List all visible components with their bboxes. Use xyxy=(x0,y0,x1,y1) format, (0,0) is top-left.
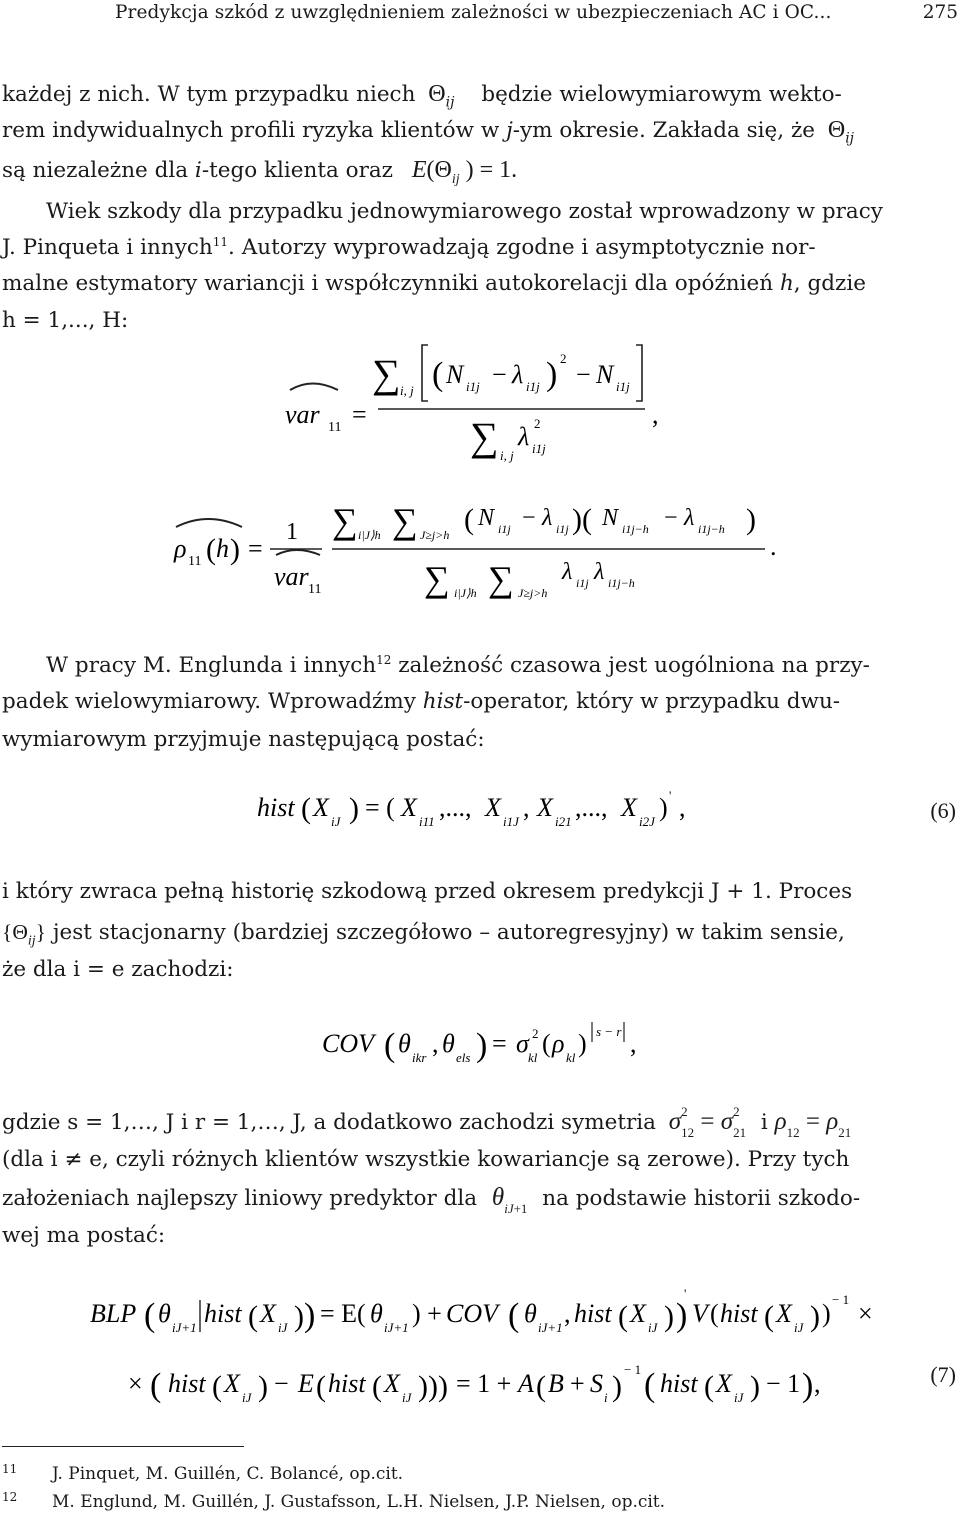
svg-text:×: × xyxy=(128,1369,143,1398)
svg-text:(: ( xyxy=(710,1299,719,1328)
text-line: i który zwraca pełną historię szkodową przed okresem predykcji J + 1. Proces xyxy=(2,879,853,904)
svg-text:i11: i11 xyxy=(419,814,435,829)
svg-text:(: ( xyxy=(144,1297,156,1334)
svg-text:COV: COV xyxy=(322,1029,374,1058)
footnote-ref: 12 xyxy=(376,652,392,667)
svg-text:θ: θ xyxy=(370,1299,383,1328)
svg-text:×: × xyxy=(858,1299,873,1328)
svg-text:BLP: BLP xyxy=(90,1299,137,1328)
svg-text:∑: ∑ xyxy=(332,501,358,541)
svg-text:i|J⟩h: i|J⟩h xyxy=(454,586,477,600)
svg-text:iJ: iJ xyxy=(331,814,341,829)
svg-text:i1j: i1j xyxy=(526,379,540,394)
svg-text:': ' xyxy=(684,1286,687,1301)
svg-text:s − r: s − r xyxy=(596,1024,622,1039)
svg-text:(: ( xyxy=(542,1029,551,1058)
svg-text:,: , xyxy=(679,793,686,822)
svg-text:i21: i21 xyxy=(555,814,572,829)
svg-text:))): ))) xyxy=(418,1370,448,1403)
svg-text:V: V xyxy=(692,1299,708,1328)
svg-text:) +: ) + xyxy=(412,1299,442,1328)
svg-text:): ) xyxy=(664,1300,674,1333)
svg-text:(: ( xyxy=(212,1370,222,1403)
svg-text:hist: hist xyxy=(574,1299,612,1328)
equation-6 xyxy=(255,780,725,840)
svg-text:): ) xyxy=(810,1300,820,1333)
svg-text:i1j: i1j xyxy=(466,379,480,394)
footnote-text: J. Pinquet, M. Guillén, C. Bolancé, op.cit. xyxy=(52,1464,404,1484)
svg-text:X: X xyxy=(630,1299,646,1328)
svg-text:ikr: ikr xyxy=(412,1050,427,1065)
text-line: malne estymatory wariancji i współczynniki autokorelacji dla opóźnień h, gdzie xyxy=(2,271,866,296)
svg-text:i1j: i1j xyxy=(616,379,630,394)
svg-text:S: S xyxy=(590,1369,603,1398)
svg-text:θ: θ xyxy=(398,1029,411,1058)
svg-text:∑: ∑ xyxy=(470,414,499,459)
text-line: W pracy M. Englunda i innych$^{12}$ zależność czasowa jest uogólniona na przy- xyxy=(46,652,870,678)
svg-text:J≥j>h: J≥j>h xyxy=(420,528,450,542)
svg-text:− 1: − 1 xyxy=(832,1292,850,1307)
svg-text:(: ( xyxy=(536,1370,546,1403)
svg-text:h: h xyxy=(216,534,229,563)
svg-text:X: X xyxy=(537,793,553,822)
svg-text:=: = xyxy=(352,400,367,429)
svg-text:): ) xyxy=(546,356,558,393)
svg-text:): ) xyxy=(676,1297,688,1334)
svg-text:): ) xyxy=(349,792,359,825)
svg-text:): ) xyxy=(822,1299,831,1328)
svg-text:= E(: = E( xyxy=(320,1299,366,1328)
svg-text:−: − xyxy=(492,360,507,389)
running-title: Predykcja szkód z uwzględnieniem zależności w ubezpieczeniach AC i OC... xyxy=(115,2,832,23)
svg-text:B: B xyxy=(548,1369,564,1398)
svg-text:): ) xyxy=(578,1029,587,1058)
svg-text:,: , xyxy=(814,1369,821,1398)
svg-text:i1j: i1j xyxy=(532,441,546,456)
svg-text:θ: θ xyxy=(442,1029,455,1058)
svg-text:X: X xyxy=(716,1369,732,1398)
svg-text:kl: kl xyxy=(528,1050,538,1065)
svg-text:i1j−h: i1j−h xyxy=(698,522,725,536)
svg-text:11: 11 xyxy=(308,582,322,597)
svg-text:): ) xyxy=(304,1297,316,1334)
svg-text:(: ( xyxy=(384,1027,396,1064)
svg-text:X: X xyxy=(384,1369,400,1398)
svg-text:∑: ∑ xyxy=(424,559,450,599)
footnote-ref: 11 xyxy=(212,234,229,249)
svg-text:i1J: i1J xyxy=(503,814,519,829)
text-line: $\{\Theta_{ij}\}$ jest stacjonarny (bardziej szczegółowo – autoregresyjny) w takim sensie, xyxy=(2,920,845,949)
svg-text:A: A xyxy=(518,1369,534,1398)
svg-text:hist: hist xyxy=(660,1369,698,1398)
svg-text:2: 2 xyxy=(534,416,541,431)
svg-text:= (: = ( xyxy=(365,793,395,822)
svg-text:): ) xyxy=(230,533,240,566)
svg-text:hist: hist xyxy=(257,793,295,822)
footnote-rule xyxy=(2,1446,244,1447)
text-line: rem indywidualnych profili ryzyka klientów w j-ym okresie. Zakłada się, że $\Theta_{ij}$ xyxy=(2,117,855,147)
svg-text:∑: ∑ xyxy=(392,501,418,541)
svg-text:i2J: i2J xyxy=(639,814,655,829)
svg-text:∑: ∑ xyxy=(488,559,514,599)
svg-text:λ: λ xyxy=(542,505,553,531)
text-line: że dla i = e zachodzi: xyxy=(2,957,234,982)
svg-text:,: , xyxy=(630,1029,637,1058)
svg-text:hist: hist xyxy=(168,1369,206,1398)
svg-text:λ: λ xyxy=(594,559,605,585)
svg-text:(: ( xyxy=(150,1367,162,1404)
svg-text:N: N xyxy=(596,360,614,389)
equation-variance xyxy=(280,335,680,470)
svg-text:(: ( xyxy=(432,356,444,393)
text-line: są niezależne dla i-tego klienta oraz $E(\Theta_{ij}$ ) = 1. xyxy=(2,157,518,187)
svg-text:): ) xyxy=(746,503,756,536)
svg-text:X: X xyxy=(401,793,417,822)
svg-text:): ) xyxy=(294,1300,304,1333)
svg-text:iJ+1: iJ+1 xyxy=(538,1320,563,1335)
svg-text:−: − xyxy=(664,505,678,531)
page-number: 275 xyxy=(922,2,958,23)
svg-text:X: X xyxy=(224,1369,240,1398)
svg-text:iJ: iJ xyxy=(794,1320,804,1335)
equation-7 xyxy=(88,1278,888,1428)
text-line: h = 1,..., H: xyxy=(2,308,129,333)
svg-text:,: , xyxy=(432,1029,439,1058)
text-line: Wiek szkody dla przypadku jednowymiarowego został wprowadzony w pracy xyxy=(46,199,883,224)
svg-text:1: 1 xyxy=(286,519,298,545)
equation-autocorrelation xyxy=(170,485,810,615)
svg-text:N: N xyxy=(602,505,619,531)
svg-text:i, j: i, j xyxy=(400,383,414,398)
svg-text:2: 2 xyxy=(532,1026,539,1041)
equation-number: (7) xyxy=(930,1362,956,1387)
text-line: założeniach najlepszy liniowy predyktor dla $\theta_{iJ+1}$ na podstawie historii szkodo- xyxy=(2,1184,861,1216)
svg-text:i, j: i, j xyxy=(500,448,514,463)
svg-text:(: ( xyxy=(464,503,474,536)
svg-text:11: 11 xyxy=(328,420,342,435)
svg-text:): ) xyxy=(659,793,668,822)
svg-text:): ) xyxy=(258,1370,268,1403)
svg-text:iJ: iJ xyxy=(242,1390,252,1405)
svg-text:i1j: i1j xyxy=(576,576,589,590)
svg-text:J≥j>h: J≥j>h xyxy=(518,586,548,600)
svg-text:N: N xyxy=(446,360,464,389)
svg-text:iJ: iJ xyxy=(734,1390,744,1405)
svg-text:i1j: i1j xyxy=(556,522,569,536)
svg-text:iJ: iJ xyxy=(278,1320,288,1335)
svg-text:hist: hist xyxy=(720,1299,758,1328)
text-line: każdej z nich. W tym przypadku niech $\Theta_{ij}$ będzie wielowymiarowym wekto- xyxy=(2,81,842,111)
svg-text:(: ( xyxy=(704,1370,714,1403)
svg-text:,...,: ,..., xyxy=(575,793,608,822)
svg-text:X: X xyxy=(260,1299,276,1328)
text-line: J. Pinqueta i innych$^{11}$. Autorzy wyprowadzają zgodne i asymptotycznie nor- xyxy=(2,234,816,260)
svg-text:=: = xyxy=(492,1029,507,1058)
svg-text:): ) xyxy=(612,1370,622,1403)
svg-text:(: ( xyxy=(618,1300,628,1333)
svg-text:): ) xyxy=(750,1370,760,1403)
svg-text:2: 2 xyxy=(560,351,567,366)
svg-text:∑: ∑ xyxy=(372,351,401,396)
svg-text:X: X xyxy=(621,793,637,822)
svg-text:i1j: i1j xyxy=(498,522,511,536)
svg-text:θ: θ xyxy=(524,1299,537,1328)
svg-text:N: N xyxy=(478,505,495,531)
svg-text:(: ( xyxy=(644,1367,656,1404)
svg-text:hist: hist xyxy=(204,1299,242,1328)
equation-covariance xyxy=(320,1010,660,1080)
svg-text:−: − xyxy=(576,360,591,389)
text-line: wymiarowym przyjmuje następującą postać: xyxy=(2,727,485,752)
text-line: gdzie s = 1,…, J i r = 1,…, J, a dodatkowo zachodzi symetria σ 2 $_{12}$ = σ 2 $_{21}$ i $\rho_{12} = \rho_{21}$ xyxy=(2,1104,852,1140)
svg-text:i: i xyxy=(604,1390,608,1405)
footnote-mark: 11 xyxy=(2,1462,18,1476)
svg-text:var: var xyxy=(274,562,309,591)
svg-text:var: var xyxy=(285,400,320,429)
svg-text:− 1: − 1 xyxy=(766,1369,801,1398)
svg-text:(: ( xyxy=(764,1300,774,1333)
svg-text:=: = xyxy=(248,534,263,563)
svg-text:.: . xyxy=(770,532,777,561)
svg-text:− 1: − 1 xyxy=(624,1362,642,1377)
svg-text:i1j−h: i1j−h xyxy=(622,522,649,536)
svg-text:(: ( xyxy=(508,1297,520,1334)
svg-text:i|J⟩h: i|J⟩h xyxy=(358,528,381,542)
svg-text:λ: λ xyxy=(684,505,695,531)
svg-text:)(: )( xyxy=(572,503,592,536)
svg-text:λ: λ xyxy=(512,360,524,389)
footnote-mark: 12 xyxy=(2,1490,18,1504)
svg-text:COV: COV xyxy=(446,1299,498,1328)
svg-text:11: 11 xyxy=(188,554,202,569)
svg-text:iJ+1: iJ+1 xyxy=(172,1320,197,1335)
svg-text:θ: θ xyxy=(158,1299,171,1328)
svg-text:): ) xyxy=(476,1027,488,1064)
svg-text:iJ: iJ xyxy=(402,1390,412,1405)
svg-text:kl: kl xyxy=(566,1050,576,1065)
text-line: (dla i ≠ e, czyli różnych klientów wszystkie kowariancje są zerowe). Przy tych xyxy=(2,1147,850,1172)
svg-text:ρ: ρ xyxy=(552,1029,565,1058)
svg-text:': ' xyxy=(669,788,672,803)
svg-text:i1j−h: i1j−h xyxy=(608,576,635,590)
svg-text:X: X xyxy=(776,1299,792,1328)
svg-text:,: , xyxy=(564,1299,571,1328)
svg-text:els: els xyxy=(456,1050,471,1065)
svg-text:ρ: ρ xyxy=(174,534,187,563)
svg-text:−: − xyxy=(274,1369,289,1398)
text-line: wej ma postać: xyxy=(2,1223,166,1248)
svg-text:−: − xyxy=(522,505,536,531)
svg-text:): ) xyxy=(802,1367,814,1404)
svg-text:λ: λ xyxy=(518,422,530,451)
svg-text:(: ( xyxy=(301,792,311,825)
text-line: padek wielowymiarowy. Wprowadźmy hist-operator, który w przypadku dwu- xyxy=(2,689,841,714)
svg-text:hist: hist xyxy=(328,1369,366,1398)
svg-text:X: X xyxy=(485,793,501,822)
svg-text:(: ( xyxy=(248,1300,258,1333)
svg-text:σ: σ xyxy=(516,1029,529,1058)
running-header xyxy=(0,0,960,28)
svg-text:(: ( xyxy=(206,533,216,566)
equation-number: (6) xyxy=(930,798,956,823)
footnote-text: M. Englund, M. Guillén, J. Gustafsson, L.H. Nielsen, J.P. Nielsen, op.cit. xyxy=(52,1492,666,1512)
svg-text:+: + xyxy=(570,1369,585,1398)
svg-text:(: ( xyxy=(316,1370,326,1403)
svg-text:λ: λ xyxy=(562,559,573,585)
svg-text:,: , xyxy=(652,400,659,429)
svg-text:iJ: iJ xyxy=(648,1320,658,1335)
svg-text:= 1 +: = 1 + xyxy=(456,1369,512,1398)
svg-text:X: X xyxy=(313,793,329,822)
svg-text:,: , xyxy=(523,793,530,822)
svg-text:iJ+1: iJ+1 xyxy=(384,1320,409,1335)
svg-text:E: E xyxy=(298,1369,314,1398)
svg-text:,...,: ,..., xyxy=(439,793,472,822)
svg-text:(: ( xyxy=(372,1370,382,1403)
